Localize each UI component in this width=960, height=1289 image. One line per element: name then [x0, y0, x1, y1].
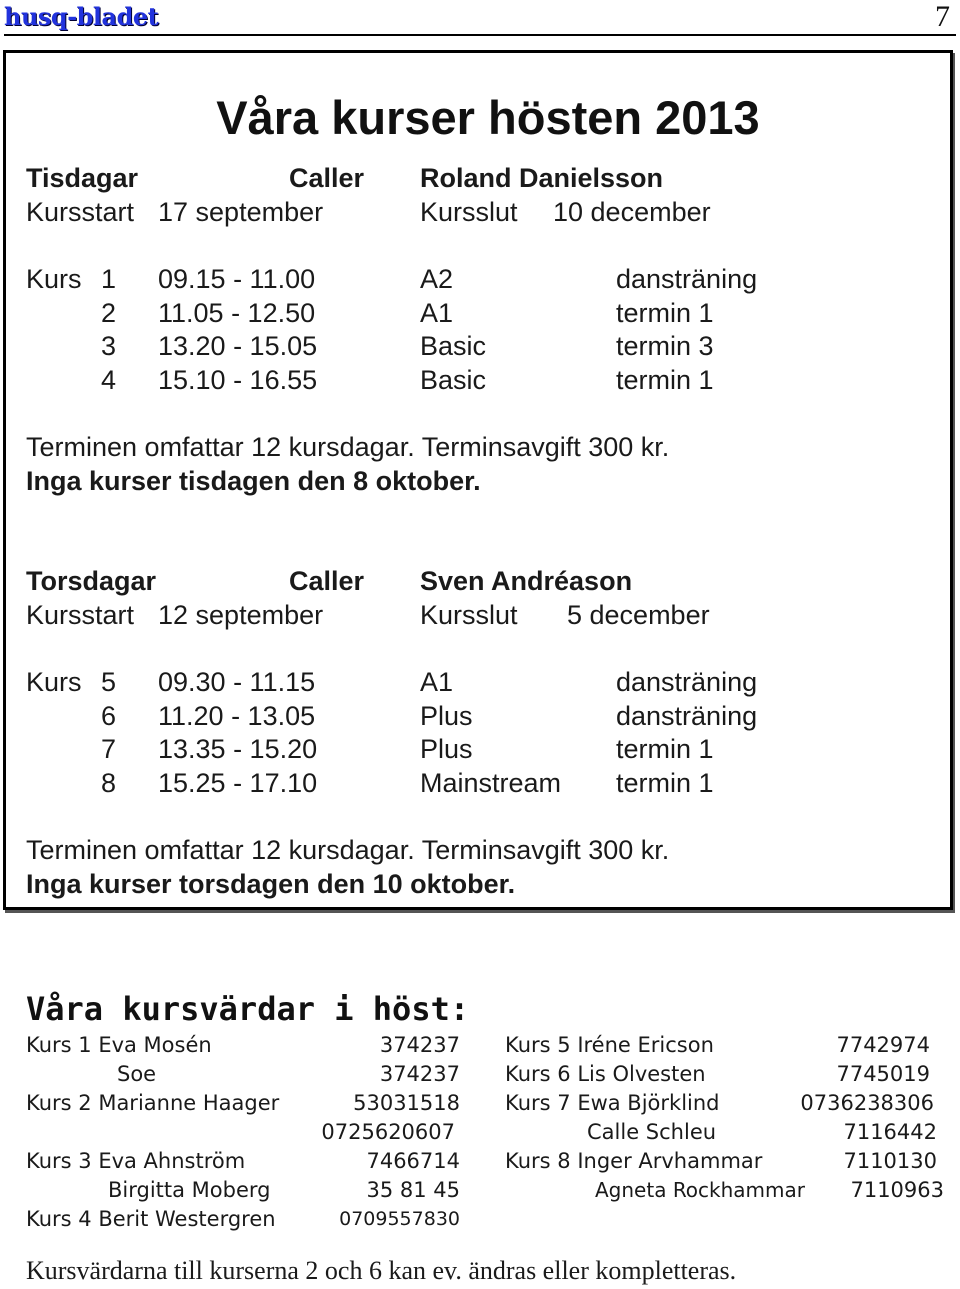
host-phone: 374237 [379, 1033, 460, 1057]
course-number: 2 [100, 298, 116, 328]
course-type: dansträning [616, 701, 758, 731]
host-name: Kurs 7 Ewa Björklind [505, 1091, 720, 1115]
host-name: Soe [117, 1062, 157, 1086]
course-level: Plus [420, 734, 473, 764]
host-phone: 7110963 [850, 1178, 944, 1202]
host-phone: 7466714 [366, 1149, 460, 1173]
host-name: Birgitta Moberg [108, 1178, 271, 1202]
course-level: Basic [420, 331, 487, 361]
course-level: A2 [420, 264, 454, 294]
host-phone: 7116442 [843, 1120, 937, 1144]
thursday-kurs-label: Kurs [26, 667, 82, 697]
tuesday-heading: Tisdagar [26, 163, 139, 193]
course-level: A1 [420, 667, 454, 697]
course-number: 1 [100, 264, 116, 294]
course-type: termin 1 [616, 768, 714, 798]
tuesday-end-date: 10 december [553, 197, 711, 227]
course-type: dansträning [616, 667, 758, 697]
tuesday-caller-name: Roland Danielsson [420, 163, 664, 193]
course-time: 15.10 - 16.55 [158, 365, 318, 395]
course-level: Mainstream [420, 768, 562, 798]
host-name: Calle Schleu [587, 1120, 717, 1144]
course-number: 7 [100, 734, 116, 764]
course-type: termin 3 [616, 331, 714, 361]
page-title: Våra kurser hösten 2013 [216, 91, 760, 144]
course-time: 15.25 - 17.10 [158, 768, 318, 798]
thursday-no-class: Inga kurser torsdagen den 10 oktober. [26, 869, 516, 899]
host-name: Kurs 1 Eva Mosén [26, 1033, 212, 1057]
thursday-heading: Torsdagar [26, 566, 157, 596]
host-phone: 0725620607 [321, 1120, 455, 1144]
host-phone: 53031518 [353, 1091, 460, 1115]
thursday-start-date: 12 september [158, 600, 324, 630]
host-name: Kurs 4 Berit Westergren [26, 1207, 276, 1231]
tuesday-caller-label: Caller [289, 163, 365, 193]
thursday-caller-name: Sven Andréason [420, 566, 633, 596]
course-time: 09.15 - 11.00 [158, 264, 316, 294]
thursday-start-label: Kursstart [26, 600, 135, 630]
host-name: Kurs 5 Iréne Ericson [505, 1033, 714, 1057]
page-number: 7 [935, 0, 950, 33]
thursday-end-date: 5 december [567, 600, 710, 630]
course-time: 11.20 - 13.05 [158, 701, 316, 731]
course-time: 09.30 - 11.15 [158, 667, 316, 697]
hosts-footer-note: Kursvärdarna till kurserna 2 och 6 kan ev. ändras eller kompletteras. [26, 1256, 737, 1285]
course-level: A1 [420, 298, 454, 328]
course-type: termin 1 [616, 298, 714, 328]
course-number: 3 [100, 331, 116, 361]
host-name: Kurs 3 Eva Ahnström [26, 1149, 246, 1173]
host-phone: 374237 [379, 1062, 460, 1086]
course-level: Basic [420, 365, 487, 395]
masthead [4, 2, 956, 36]
tuesday-term-note: Terminen omfattar 12 kursdagar. Terminsavgift 300 kr. [26, 432, 670, 462]
host-phone: 7742974 [836, 1033, 930, 1057]
host-phone: 0736238306 [800, 1091, 934, 1115]
thursday-caller-label: Caller [289, 566, 365, 596]
host-phone: 0709557830 [339, 1208, 460, 1230]
host-phone: 7110130 [843, 1149, 937, 1173]
host-phone: 35 81 45 [366, 1178, 460, 1202]
host-name: Kurs 6 Lis Olvesten [505, 1062, 706, 1086]
course-level: Plus [420, 701, 473, 731]
course-number: 8 [100, 768, 116, 798]
course-box [3, 50, 953, 910]
host-phone: 7745019 [836, 1062, 930, 1086]
tuesday-no-class: Inga kurser tisdagen den 8 oktober. [26, 466, 481, 496]
course-type: dansträning [616, 264, 758, 294]
thursday-term-note: Terminen omfattar 12 kursdagar. Terminsavgift 300 kr. [26, 835, 670, 865]
tuesday-start-label: Kursstart [26, 197, 135, 227]
course-type: termin 1 [616, 365, 714, 395]
host-name: Kurs 8 Inger Arvhammar [505, 1149, 763, 1173]
course-number: 6 [100, 701, 116, 731]
course-time: 11.05 - 12.50 [158, 298, 316, 328]
tuesday-start-date: 17 september [158, 197, 324, 227]
tuesday-end-label: Kursslut [420, 197, 518, 227]
course-number: 5 [100, 667, 116, 697]
logo: husq-bladet [4, 2, 159, 31]
course-number: 4 [100, 365, 116, 395]
tuesday-kurs-label: Kurs [26, 264, 82, 294]
course-type: termin 1 [616, 734, 714, 764]
course-time: 13.35 - 15.20 [158, 734, 318, 764]
host-name: Agneta Rockhammar [595, 1178, 805, 1202]
thursday-end-label: Kursslut [420, 600, 518, 630]
host-name: Kurs 2 Marianne Haager [26, 1091, 280, 1115]
course-time: 13.20 - 15.05 [158, 331, 318, 361]
hosts-title: Våra kursvärdar i höst: [26, 990, 470, 1028]
